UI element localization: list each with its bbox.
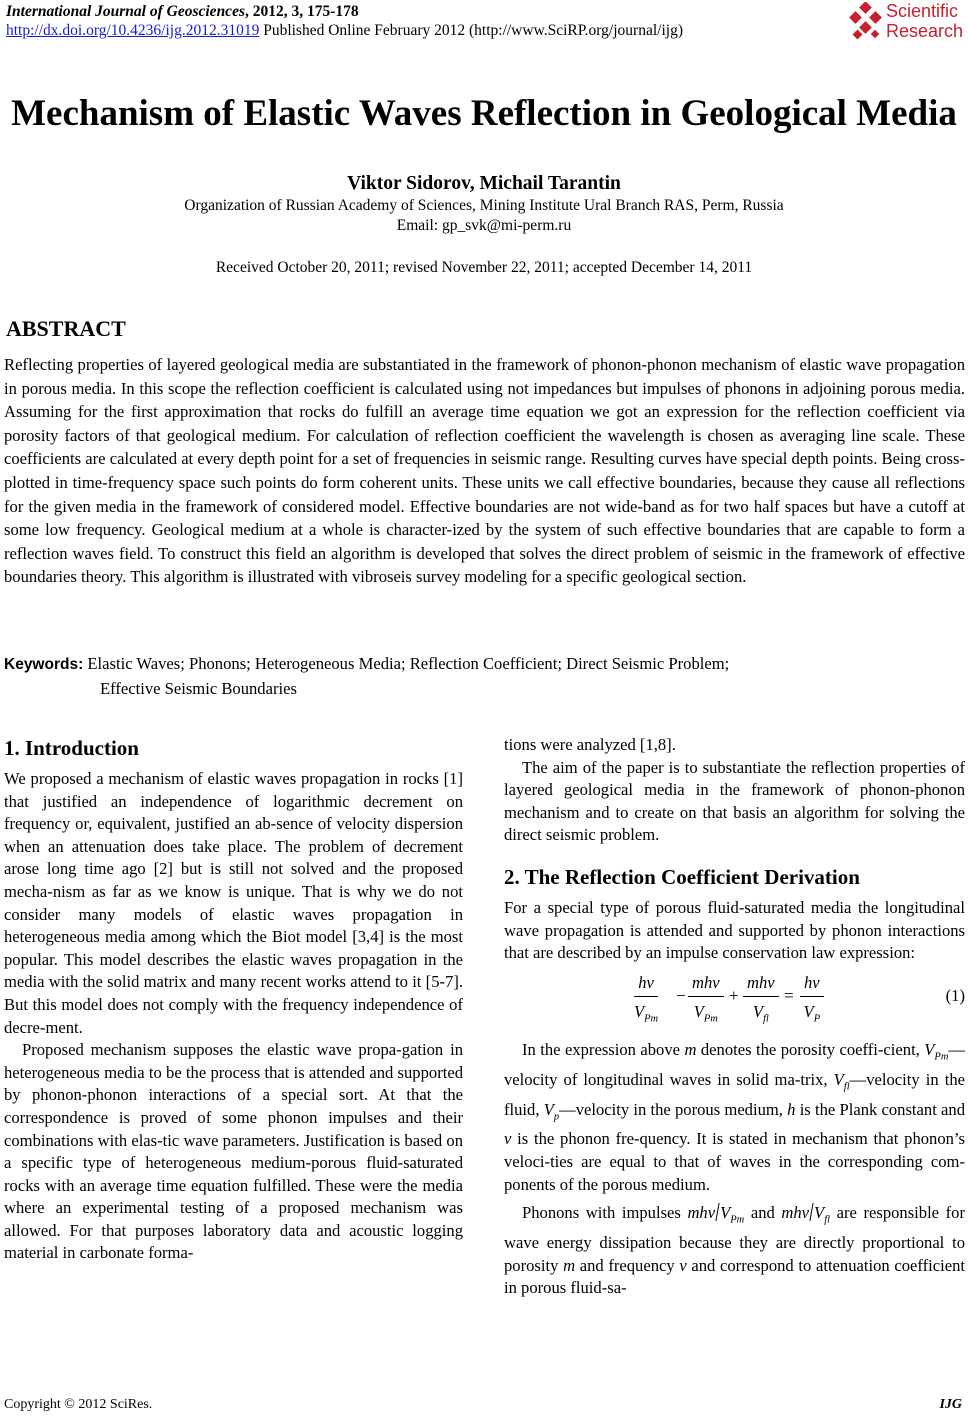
right-paragraph-0: tions were analyzed [1,8].	[504, 735, 676, 754]
logo-mark-icon	[846, 2, 886, 44]
eq-term-3: mhν $V_{fl}$	[743, 973, 779, 1029]
keywords-label: Keywords:	[4, 656, 84, 673]
intro-paragraph-2: Proposed mechanism supposes the elastic wave propa-gation in heterogeneous media to be the process that is attended and supported by phonon-phonon interactions of a special sort. At that the correspondence is proved of some phonon impulses and their combinations with elas-tic wave parameters. Justification is based on a specific type of heterogeneous medium-porous fluid-saturated rocks with an average time equation fulfilled. These were the media where an experimental testing of a proposed mechanism was allowed. For that purposes laboratory data and acoustic logging material in carbonate forma-	[4, 1040, 463, 1263]
paper-title: Mechanism of Elastic Waves Reflection in Geological Media	[11, 93, 957, 134]
keywords	[4, 652, 965, 700]
intro-paragraph-1: We proposed a mechanism of elastic waves propagation in rocks [1] that justified an independence of logarithmic decrement on frequency or, equivalent, justified an ab-sence of velocity dispersion when an attenuation does take place. The problem of decrement arose long time ago [2] but is still not solved and the proposed mecha-nism as far as we know is unique. That is why we do not consider many models of elastic waves propagation in heterogeneous media among which the Biot model [3,4] is the most popular. This model describes the elastic waves propagation in the media with the solid matrix and many recent works attend to it [5-7]. But this model does not comply with the frequency independence of decre-ment.	[4, 769, 463, 1037]
eq-term-4: $\frac{h\nu}{V_P}$	[800, 973, 824, 1029]
logo-text	[886, 1, 963, 41]
doi-line	[6, 21, 683, 40]
doi-link[interactable]: http://dx.doi.org/10.4236/ijg.2012.31019	[6, 22, 260, 39]
scientific-research-logo	[846, 0, 968, 46]
logo-line2: Research	[886, 21, 964, 41]
eq-plus: +	[729, 985, 739, 1005]
journal-name: International Journal of Geosciences	[6, 3, 245, 20]
derivation-paragraph-3: Phonons with impulses mhν $V_{Pm}$ and mhν $V_{fl}$ are responsible for wave energy dissipation because they are directly proportional to porosity m and frequency v and correspond to attenuation coefficient in porous fluid-sa-	[504, 1203, 965, 1298]
paper-affiliation: Organization of Russian Academy of Sciences, Mining Institute Ural Branch RAS, Perm, Russia	[184, 197, 784, 214]
keywords-line2: Effective Seismic Boundaries	[100, 678, 297, 698]
right-column	[504, 734, 965, 1300]
journal-citation	[6, 2, 359, 21]
logo-line1: Scientific	[886, 1, 959, 21]
paper-authors: Viktor Sidorov, Michail Tarantin	[347, 173, 621, 194]
footer-copyright: Copyright © 2012 SciRes.	[4, 1397, 153, 1412]
eq-minus: −	[676, 985, 686, 1005]
published-online-text: Published Online February 2012 (http://www.SciRP.org/journal/ijg)	[259, 22, 683, 39]
left-column	[4, 734, 463, 1265]
abstract-text: Reflecting properties of layered geological media are substantiated in the framework of phonon-phonon mechanism of elastic wave propagation in porous media. In this scope the reflection coefficient is calculated using not impedances but impulses of phonons in adjoining porous media. Assuming for the first approximation that rocks do fulfill an average time equation we got an expression for the reflection coefficient via porosity factors of that geological medium. For calculation of reflection coefficient the wavelength is chosen as averaging line scale. These coefficients are calculated at every depth point for a set of frequencies in seismic range. Resulting curves have special depth points. Being cross-plotted in time-frequency space such points do form coherent units. These units we call effective boundaries, because they cause all reflections for the given media in the framework of considered model. Effective boundaries are not wide-band as for two half spaces but have a cutoff at some low frequency. Geological medium at a whole is character-ized by the system of such effective boundaries that are capable to form a reflection waves field. To construct this field an algorithm is developed that solves the direct problem of seismic in the framework of effective boundaries theory. This algorithm is illustrated with vibroseis survey modeling for a specific geological section.	[4, 355, 965, 587]
equation-1	[504, 971, 965, 1031]
footer-journal-abbrev: IJG	[939, 1397, 962, 1412]
derivation-paragraph-2: In the expression above m denotes the porosity coeffi-cient, $V_{Pm}—velocity$ of longitudinal waves in solid ma-trix, $V_{fl}—velocity$ in the fluid, $V_p—velocity$ in the porous medium, h is the Plank constant and v is the phonon fre-quency. It is stated in mechanism that phonon’s veloci-ties are equal to that of waves in the corresponding com-ponents of the porous medium.	[504, 1039, 966, 1194]
derivation-paragraph-1: For a special type of porous fluid-saturated media the longitudinal wave propagation is attended and supported by phonon interactions that are described by an impulse conservation law expression:	[504, 897, 965, 963]
eq-term-1: hν $V_{Pm}$	[634, 972, 659, 1025]
eq-equals: =	[784, 985, 794, 1005]
journal-volume: , 2012, 3, 175-178	[244, 3, 359, 20]
eq-term-2: mhν $V_{Pm}$	[688, 973, 724, 1029]
derivation-heading: 2. The Reflection Coefficient Derivation	[504, 864, 860, 889]
received-dates: Received October 20, 2011; revised November 22, 2011; accepted December 14, 2011	[215, 259, 753, 276]
introduction-heading: 1. Introduction	[4, 736, 139, 760]
keywords-line1: Elastic Waves; Phonons; Heterogeneous Media; Reflection Coefficient; Direct Seismic Problem;	[83, 654, 730, 673]
paper-email: Email: gp_svk@mi-perm.ru	[396, 217, 572, 234]
equation-number: (1)	[945, 985, 965, 1005]
abstract-heading: ABSTRACT	[6, 316, 126, 341]
aim-paragraph: The aim of the paper is to substantiate the reflection properties of layered geological media in the framework of phonon-phonon mechanism and to create on that basis an algorithm for solving the direct seismic problem.	[504, 757, 965, 845]
